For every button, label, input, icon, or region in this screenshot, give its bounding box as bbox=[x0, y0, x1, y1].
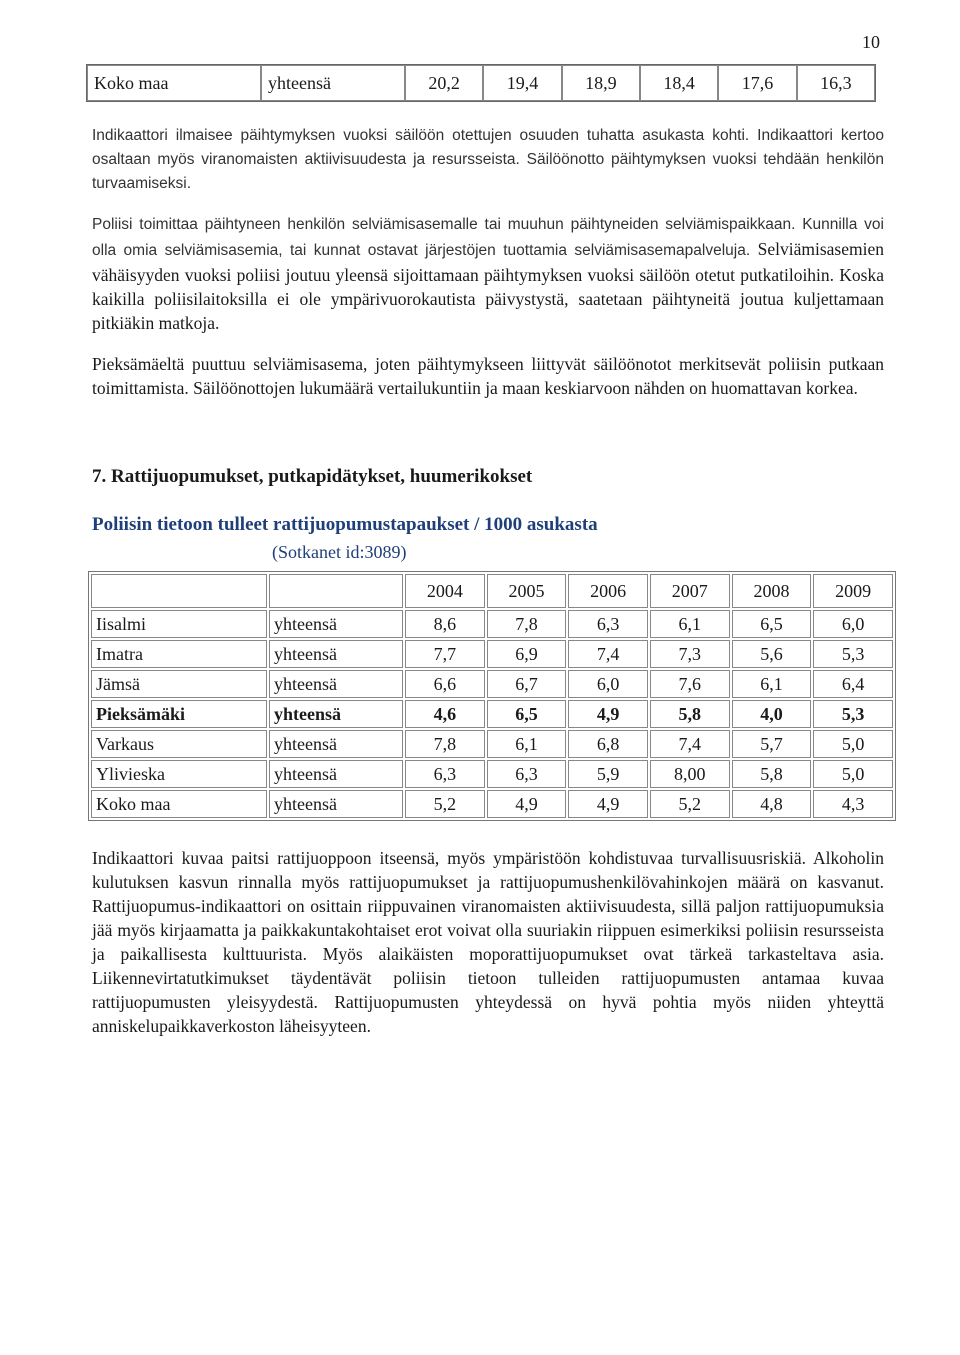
value-cell: 5,7 bbox=[732, 730, 812, 758]
value-cell: 19,4 bbox=[483, 65, 561, 101]
year-header: 2004 bbox=[405, 574, 485, 608]
value-cell: 5,8 bbox=[732, 760, 812, 788]
header-empty-cell bbox=[91, 574, 267, 608]
section-heading: 7. Rattijuopumukset, putkapidätykset, huumerikokset bbox=[92, 466, 533, 487]
value-cell: 6,1 bbox=[650, 610, 730, 638]
value-cell: 6,5 bbox=[732, 610, 812, 638]
top-summary-table bbox=[86, 64, 876, 102]
type-cell: yhteensä bbox=[269, 790, 403, 818]
table-title: Poliisin tietoon tulleet rattijuopumustapaukset / 1000 asukasta bbox=[92, 514, 598, 535]
type-cell: yhteensä bbox=[269, 760, 403, 788]
value-cell: 17,6 bbox=[718, 65, 796, 101]
value-cell: 8,00 bbox=[650, 760, 730, 788]
municipality-cell: Koko maa bbox=[91, 790, 267, 818]
value-cell: 6,5 bbox=[487, 700, 567, 728]
year-header: 2009 bbox=[813, 574, 893, 608]
value-cell: 5,8 bbox=[650, 700, 730, 728]
value-cell: 4,6 bbox=[405, 700, 485, 728]
value-cell: 5,6 bbox=[732, 640, 812, 668]
value-cell: 6,3 bbox=[487, 760, 567, 788]
value-cell: 4,0 bbox=[732, 700, 812, 728]
municipality-cell: Jämsä bbox=[91, 670, 267, 698]
type-cell: yhteensä bbox=[269, 730, 403, 758]
value-cell: 5,0 bbox=[813, 730, 893, 758]
paragraph-detox-stations bbox=[92, 211, 884, 335]
value-cell: 6,9 bbox=[487, 640, 567, 668]
table-row bbox=[87, 65, 875, 101]
year-header: 2008 bbox=[732, 574, 812, 608]
value-cell: 7,3 bbox=[650, 640, 730, 668]
value-cell: 4,9 bbox=[568, 700, 648, 728]
value-cell: 18,9 bbox=[562, 65, 640, 101]
value-cell: 4,9 bbox=[487, 790, 567, 818]
value-cell: 7,4 bbox=[568, 640, 648, 668]
table-body bbox=[91, 610, 893, 818]
type-cell: yhteensä bbox=[269, 700, 403, 728]
type-cell: yhteensä bbox=[269, 670, 403, 698]
page-number: 10 bbox=[862, 32, 880, 52]
table-header-row bbox=[91, 574, 893, 608]
value-cell: 18,4 bbox=[640, 65, 718, 101]
row-type-cell: yhteensä bbox=[261, 65, 405, 101]
table-row bbox=[91, 730, 893, 758]
type-cell: yhteensä bbox=[269, 640, 403, 668]
year-header: 2005 bbox=[487, 574, 567, 608]
value-cell: 16,3 bbox=[797, 65, 875, 101]
table-row bbox=[91, 790, 893, 818]
value-cell: 6,6 bbox=[405, 670, 485, 698]
value-cell: 7,8 bbox=[487, 610, 567, 638]
value-cell: 7,4 bbox=[650, 730, 730, 758]
value-cell: 4,8 bbox=[732, 790, 812, 818]
value-cell: 6,8 bbox=[568, 730, 648, 758]
drunk-driving-table bbox=[88, 571, 896, 821]
table-row bbox=[91, 610, 893, 638]
value-cell: 6,1 bbox=[732, 670, 812, 698]
paragraph-indicator-description: Indikaattori ilmaisee päihtymyksen vuoksi säilöön otettujen osuuden tuhatta asukasta kohti. Indikaattori kertoo osaltaan myös viranomaisten aktiivisuudesta ja resursseista. Säilöönotto päihtymyksen vuoksi tehdään henkilön turvaamiseksi. bbox=[92, 127, 884, 192]
value-cell: 8,6 bbox=[405, 610, 485, 638]
value-cell: 7,6 bbox=[650, 670, 730, 698]
value-cell: 7,7 bbox=[405, 640, 485, 668]
table-subtitle: (Sotkanet id:3089) bbox=[272, 542, 407, 562]
value-cell: 6,1 bbox=[487, 730, 567, 758]
table-row bbox=[91, 640, 893, 668]
table-row bbox=[91, 700, 893, 728]
year-header: 2006 bbox=[568, 574, 648, 608]
table-row bbox=[91, 760, 893, 788]
row-name-cell: Koko maa bbox=[87, 65, 261, 101]
value-cell: 5,9 bbox=[568, 760, 648, 788]
value-cell: 6,0 bbox=[568, 670, 648, 698]
value-cell: 6,3 bbox=[405, 760, 485, 788]
value-cell: 6,3 bbox=[568, 610, 648, 638]
municipality-cell: Ylivieska bbox=[91, 760, 267, 788]
year-header: 2007 bbox=[650, 574, 730, 608]
paragraph-detox-stations-part2: Selviämisasemien vähäisyyden vuoksi poliisi joutuu yleensä sijoittamaan päihtymyksen vuoksi säilöön otetut putkatiloihin. Koska kaikilla poliisilaitoksilla ei ole ympärivuorokautista päivystystä, saatetaan päihtyneitä joutua kuljettamaan pitkiäkin matkoja. bbox=[92, 239, 884, 333]
value-cell: 5,0 bbox=[813, 760, 893, 788]
table-row bbox=[91, 670, 893, 698]
value-cell: 6,4 bbox=[813, 670, 893, 698]
value-cell: 4,3 bbox=[813, 790, 893, 818]
paragraph-detox-stations-part1: Poliisi toimittaa päihtyneen henkilön selviämisasemalle tai muuhun päihtyneiden selviämispaikkaan. Kunnilla voi olla omia selviämisasemia, tai kunnat ostavat järjestöjen tuottamia selviämisasemapalveluja. bbox=[92, 216, 884, 259]
value-cell: 7,8 bbox=[405, 730, 485, 758]
municipality-cell: Iisalmi bbox=[91, 610, 267, 638]
value-cell: 20,2 bbox=[405, 65, 483, 101]
municipality-cell: Imatra bbox=[91, 640, 267, 668]
value-cell: 6,0 bbox=[813, 610, 893, 638]
value-cell: 5,2 bbox=[405, 790, 485, 818]
municipality-cell: Varkaus bbox=[91, 730, 267, 758]
value-cell: 5,3 bbox=[813, 640, 893, 668]
type-cell: yhteensä bbox=[269, 610, 403, 638]
paragraph-drunk-driving-indicator: Indikaattori kuvaa paitsi rattijuoppoon itseensä, myös ympäristöön kohdistuvaa turvallisuusriskiä. Alkoholin kulutuksen kasvun rinnalla myös rattijuopumukset ja rattijuopumushenkilövahinkojen määrä on kasvanut. Rattijuopumus-indikaattori on osittain riippuvainen viranomaisten aktiivisuudesta, sillä paljon rattijuopumuksia jää myös kirjaamatta ja paikkakuntakohtaiset erot voivat olla suuriakin riippuen esimerkiksi poliisin resursseista ja paikallisesta kulttuurista. Myös alaikäisten moporattijuopumukset ovat tärkeä tarkasteltava asia. Liikennevirtatutkimukset täydentävät poliisin tietoon tulleiden rattijuopumusten antamaa kuvaa rattijuopumusten yleisyydestä. Rattijuopumusten yhteydessä on hyvä pohtia myös niiden yhteyttä anniskelupaikkaverkoston läheisyyteen. bbox=[92, 848, 884, 1036]
municipality-cell: Pieksämäki bbox=[91, 700, 267, 728]
value-cell: 5,3 bbox=[813, 700, 893, 728]
paragraph-pieksamaki: Pieksämäeltä puuttuu selviämisasema, joten päihtymykseen liittyvät säilöönotot merkitsevät poliisin putkaan toimittamista. Säilöönottojen lukumäärä vertailukuntiin ja maan keskiarvoon nähden on huomattavan korkea. bbox=[92, 354, 884, 398]
value-cell: 4,9 bbox=[568, 790, 648, 818]
value-cell: 6,7 bbox=[487, 670, 567, 698]
header-empty-cell bbox=[269, 574, 403, 608]
value-cell: 5,2 bbox=[650, 790, 730, 818]
